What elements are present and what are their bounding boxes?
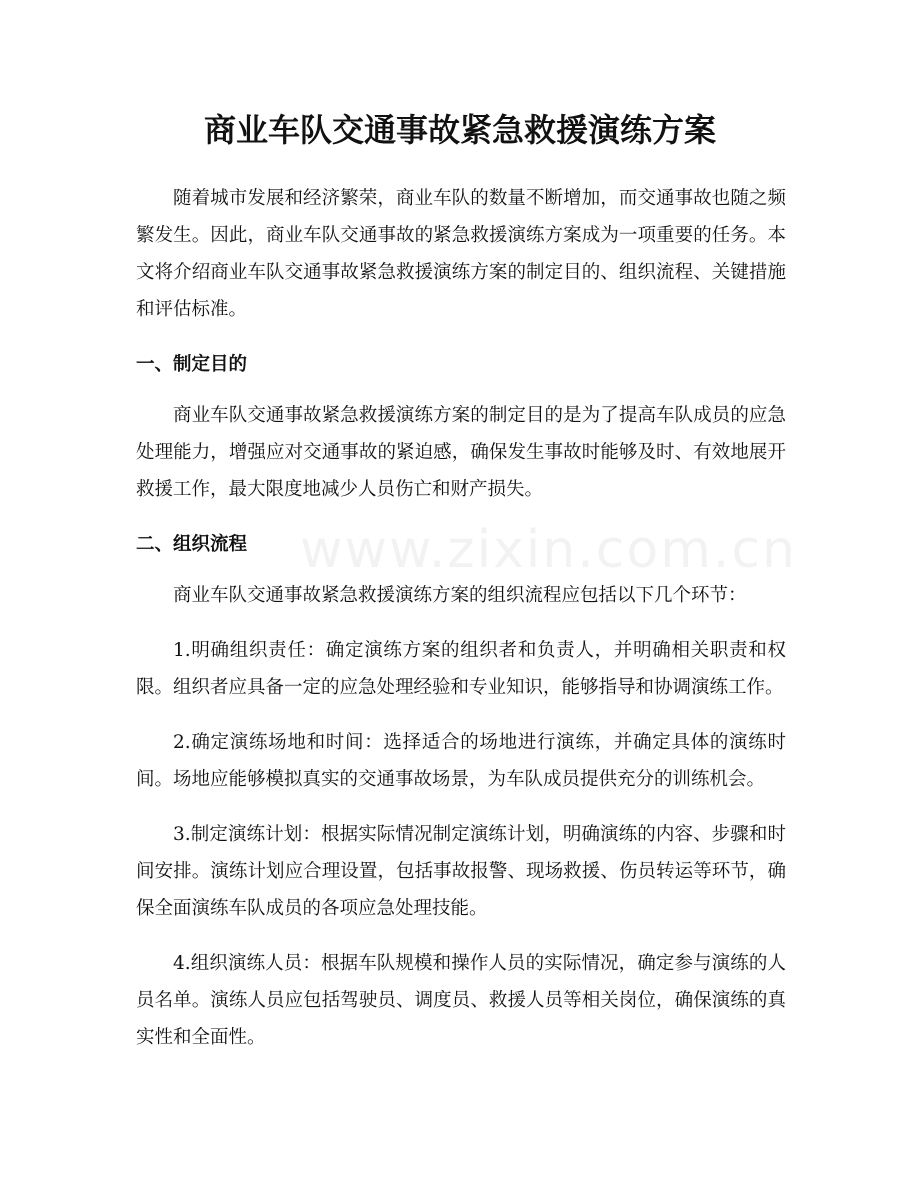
purpose-paragraph: 商业车队交通事故紧急救援演练方案的制定目的是为了提高车队成员的应急处理能力，增强应对交通事故的紧迫感，确保发生事故时能够及时、有效地展开救援工作，最大限度地减少人员伤亡和财产损失。 [136, 405, 786, 500]
section-heading-purpose: 一、制定目的 [136, 354, 248, 375]
watermark: www.zixin.com.cn [300, 520, 797, 580]
document-body [136, 180, 797, 1056]
process-step-1: 1.明确组织责任：确定演练方案的组织者和负责人，并明确相关职责和权限。组织者应具备一定的应急处理经验和专业知识，能够指导和协调演练工作。 [136, 640, 786, 698]
process-step-3: 3.制定演练计划：根据实际情况制定演练计划，明确演练的内容、步骤和时间安排。演练计划应合理设置，包括事故报警、现场救援、伤员转运等环节，确保全面演练车队成员的各项应急处理技能。 [136, 824, 786, 919]
document-title: 商业车队交通事故紧急救援演练方案 [203, 111, 716, 149]
section-heading-process: 二、组织流程 [136, 534, 248, 555]
intro-paragraph: 随着城市发展和经济繁荣，商业车队的数量不断增加，而交通事故也随之频繁发生。因此，商业车队交通事故的紧急救援演练方案成为一项重要的任务。本文将介绍商业车队交通事故紧急救援演练方案的制定目的、组织流程、关键措施和评估标准。 [136, 188, 786, 320]
process-step-4: 4.组织演练人员：根据车队规模和操作人员的实际情况，确定参与演练的人员名单。演练人员应包括驾驶员、调度员、救援人员等相关岗位，确保演练的真实性和全面性。 [136, 953, 786, 1048]
process-step-2: 2.确定演练场地和时间：选择适合的场地进行演练，并确定具体的演练时间。场地应能够模拟真实的交通事故场景，为车队成员提供充分的训练机会。 [136, 732, 786, 790]
process-intro-paragraph: 商业车队交通事故紧急救援演练方案的组织流程应包括以下几个环节： [173, 585, 747, 606]
